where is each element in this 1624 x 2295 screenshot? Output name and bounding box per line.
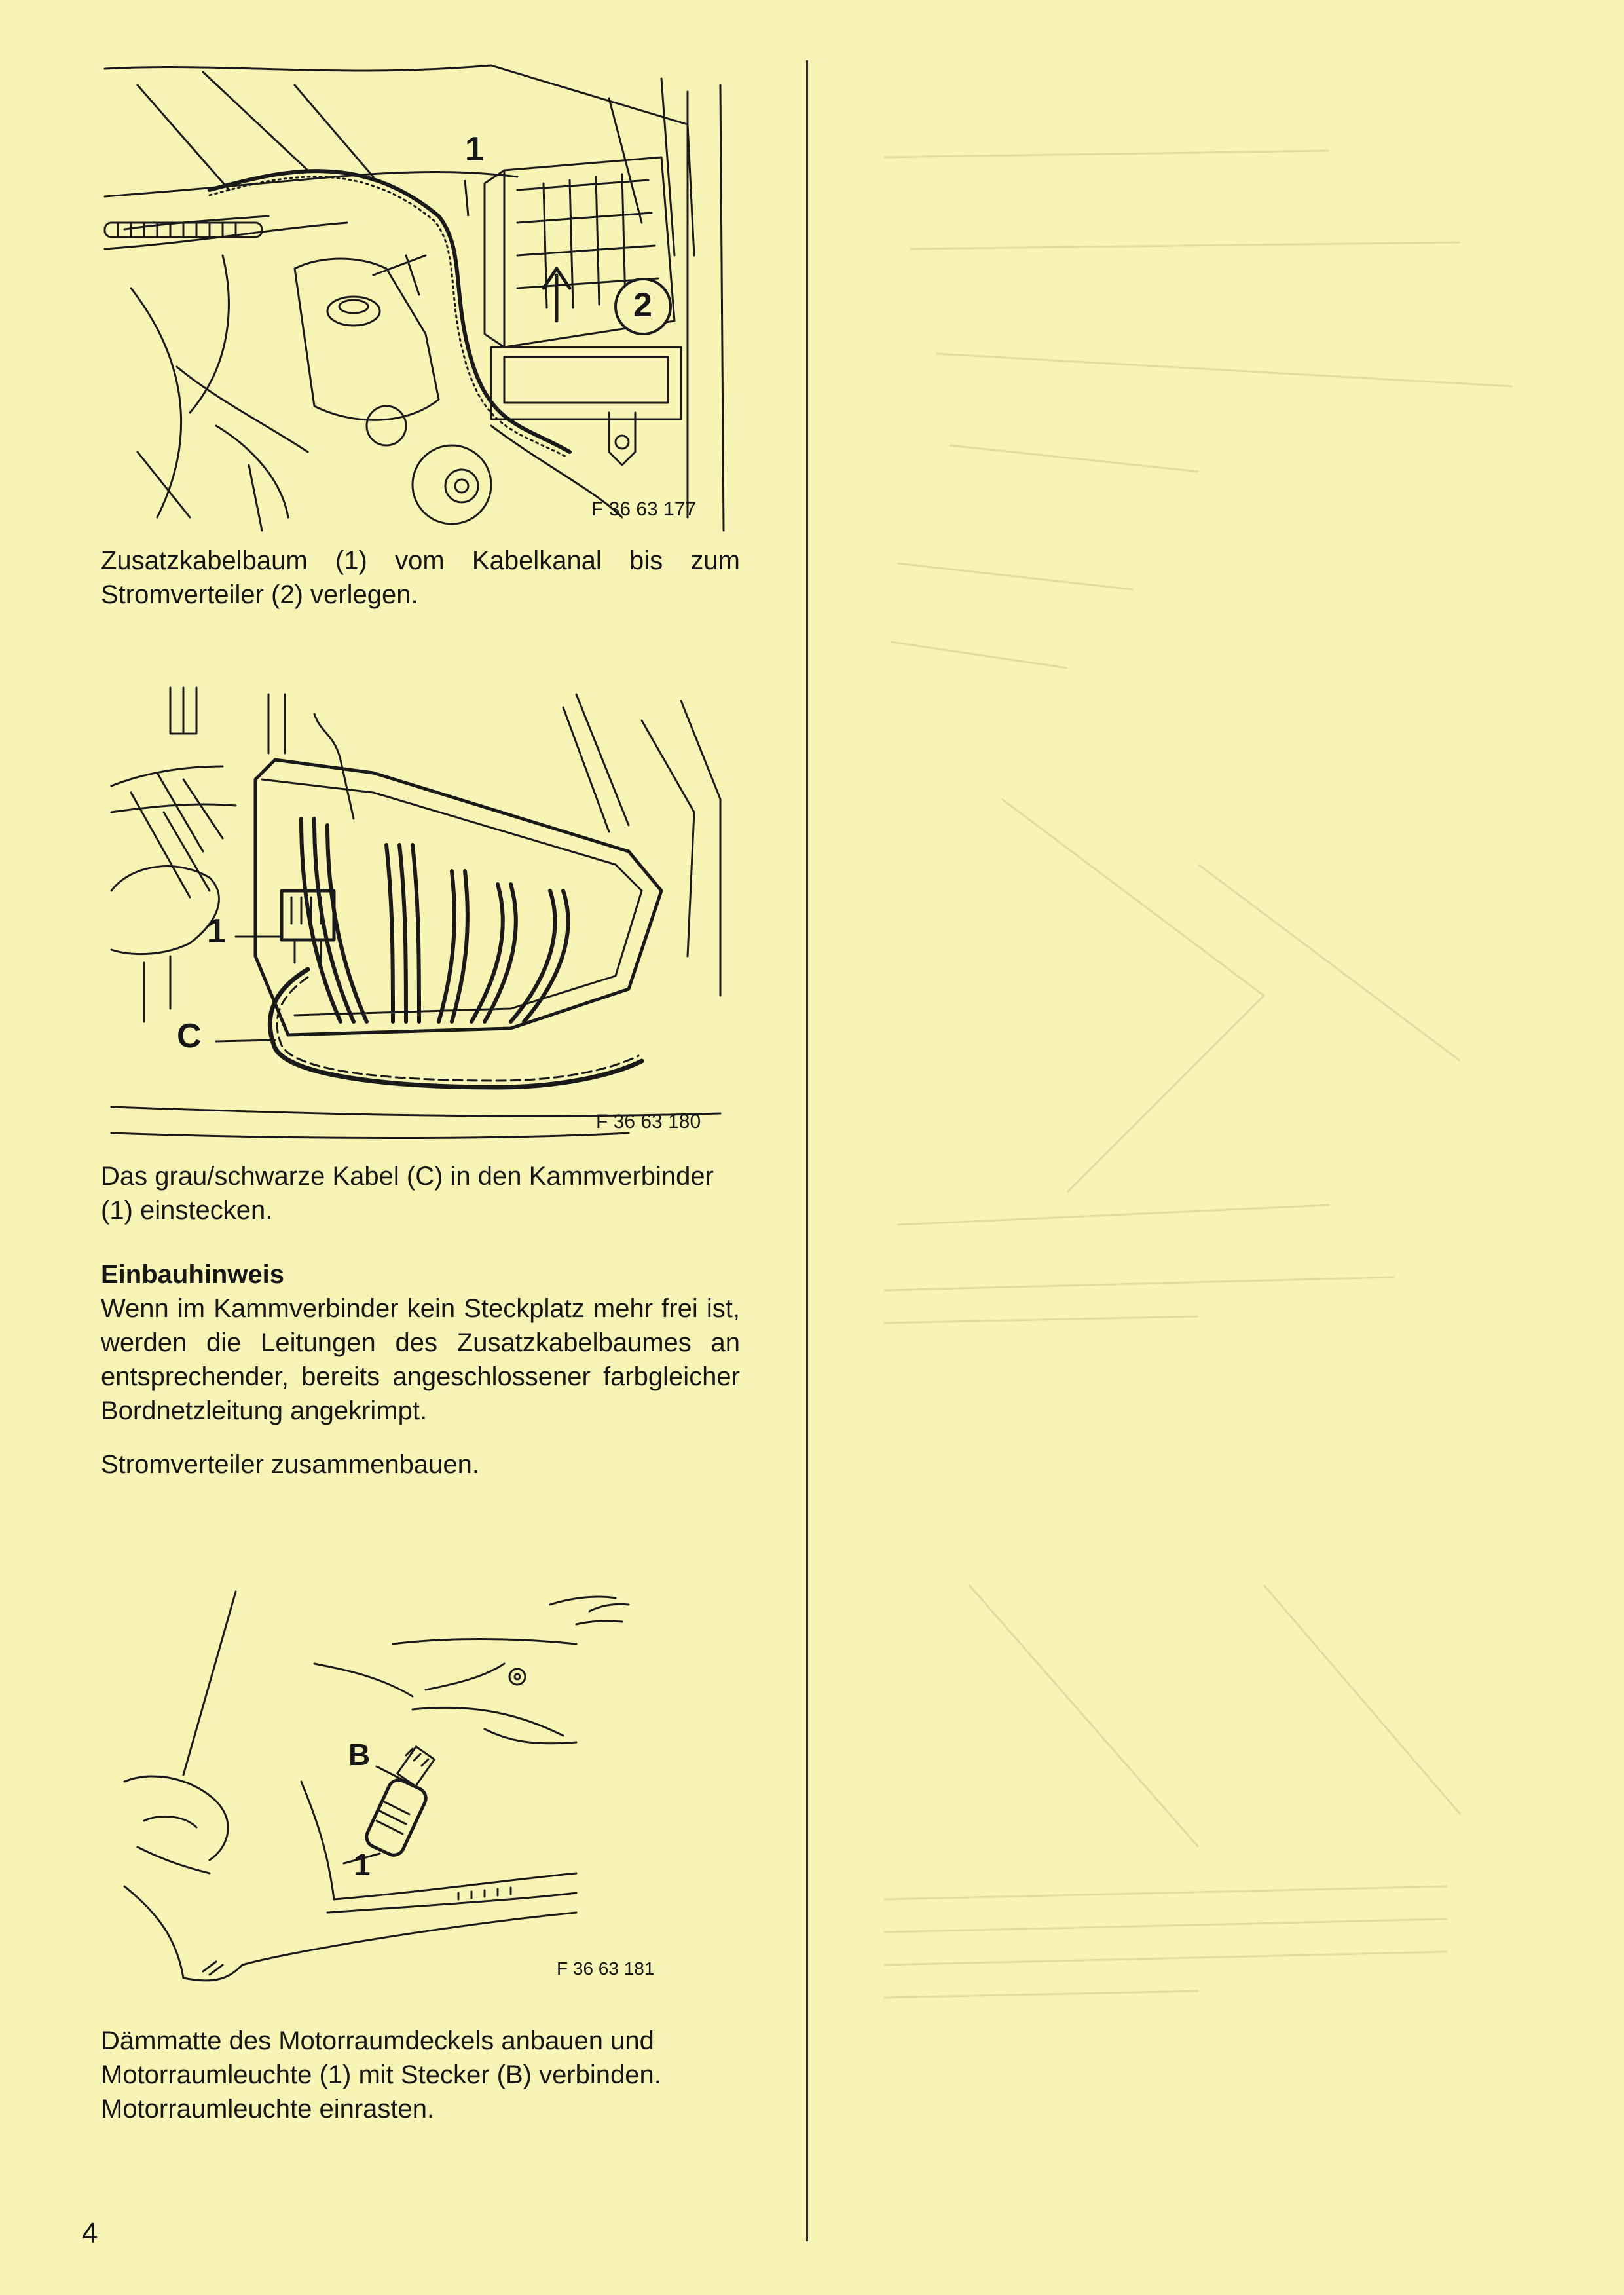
figure-comb-connector <box>105 681 733 1153</box>
callout-label-2: 2 <box>633 286 652 324</box>
column-divider <box>806 60 808 2241</box>
callout-label-1: 1 <box>207 912 226 950</box>
callout-label-1: 1 <box>354 1848 371 1882</box>
note-body: Wenn im Kammverbinder kein Steckplatz mehr frei ist, werden die Leitungen des Zusatzkabelbaumes an entsprechender, bereits angeschlossener farbgleicher Bordnetzleitung angekrimpt. <box>101 1294 740 1425</box>
caption-text: Zusatzkabelbaum (1) vom Kabelkanal bis zum Stromverteiler (2) verlegen. <box>101 546 740 609</box>
figure-caption <box>101 544 740 612</box>
instruction-text <box>101 1447 740 1482</box>
figure-lamp-connector <box>118 1585 707 1991</box>
page-number: 4 <box>82 2217 98 2249</box>
instruction-line: Stromverteiler zusammenbauen. <box>101 1450 480 1479</box>
note-heading: Einbauhinweis <box>101 1260 285 1289</box>
callout-label-b: B <box>348 1738 371 1772</box>
figure-code: F 36 63 177 <box>591 498 697 520</box>
installation-note <box>101 1258 740 1428</box>
bleed-through-texture <box>871 79 1526 2174</box>
caption-text: Das grau/schwarze Kabel (C) in den Kammverbinder (1) einstecken. <box>101 1162 714 1225</box>
engine-hood-lamp-illustration <box>118 1585 707 1991</box>
figure-code: F 36 63 180 <box>596 1111 701 1132</box>
callout-label-1: 1 <box>465 130 484 168</box>
figure-fuse-box-routing <box>98 59 740 537</box>
figure-caption <box>101 2024 740 2126</box>
figure-caption <box>101 1159 740 1227</box>
figure-code: F 36 63 181 <box>557 1958 655 1979</box>
fuse-box-wiring-illustration <box>105 681 733 1153</box>
caption-text: Dämmatte des Motorraumdeckels anbauen und Motorraumleuchte (1) mit Stecker (B) verbinden. Motorraumleuchte einrasten. <box>101 2026 661 2123</box>
callout-label-c: C <box>177 1017 202 1055</box>
